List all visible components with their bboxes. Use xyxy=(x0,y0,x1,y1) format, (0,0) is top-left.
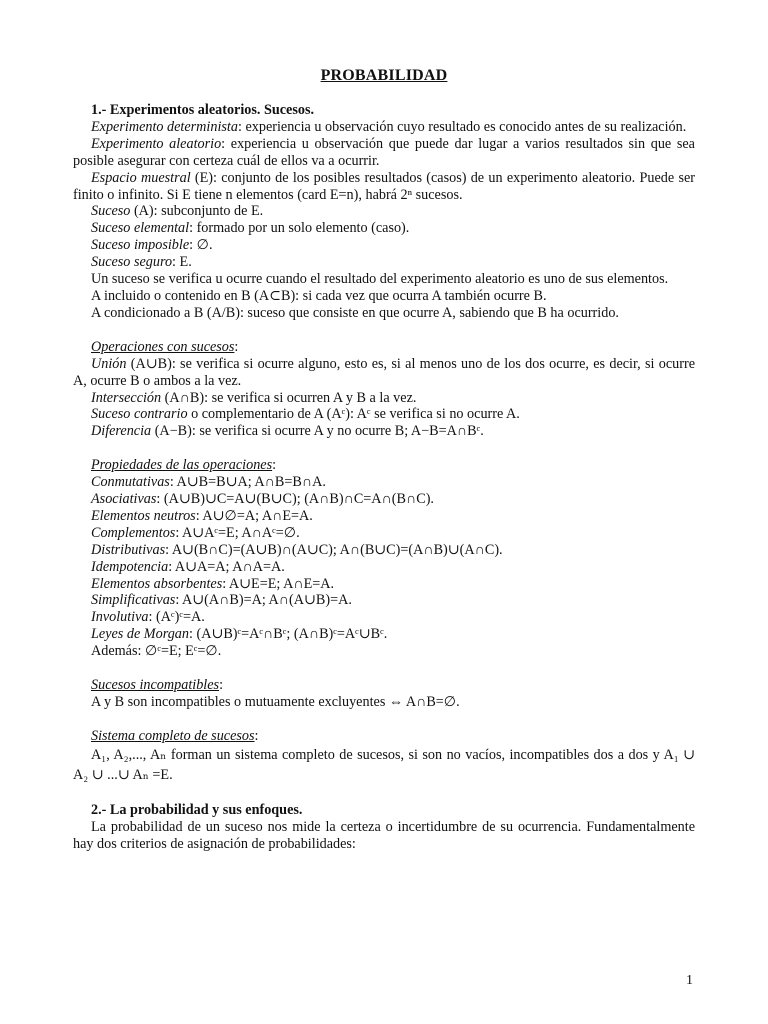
propiedad-text: : A∪B=B∪A; A∩B=B∩A. xyxy=(169,474,326,491)
operacion-line xyxy=(73,390,695,407)
definition-text: : ∅. xyxy=(189,237,213,254)
propiedad-line xyxy=(73,508,695,525)
document-body xyxy=(73,102,695,853)
propiedad-term: Conmutativas xyxy=(91,474,170,491)
operacion-term: Intersección xyxy=(91,389,162,406)
definition-term: Experimento aleatorio xyxy=(91,135,222,152)
propiedad-term: Leyes de Morgan xyxy=(91,626,189,643)
propiedad-text: : A∪(B∩C)=(A∪B)∩(A∪C); A∩(B∪C)=(A∩B)∪(A∩C). xyxy=(165,541,503,558)
propiedad-line xyxy=(73,542,695,559)
section-1-heading: 1.- Experimentos aleatorios. Sucesos. xyxy=(91,102,315,118)
propiedades-ademas: Además: ∅ᶜ=E; Eᶜ=∅. xyxy=(91,643,222,660)
propiedad-line xyxy=(73,592,695,609)
sistema-text: A₁, A₂,..., Aₙ forman un sistema completo de sucesos, si son no vacíos, incompatibles dos a dos y A₁ ∪ A₂ ∪ ...∪ Aₙ =E. xyxy=(73,746,695,783)
propiedad-text: : (Aᶜ)ᶜ=A. xyxy=(148,609,205,626)
operacion-line xyxy=(73,406,695,423)
propiedad-term: Simplificativas xyxy=(91,592,176,609)
operacion-text: (A−B): se verifica si ocurre A y no ocurre B; A−B=A∩Bᶜ. xyxy=(151,423,484,440)
definition-text: : E. xyxy=(172,254,192,271)
definition-line xyxy=(73,237,695,254)
propiedad-text: : A∪(A∩B)=A; A∩(A∪B)=A. xyxy=(175,592,352,609)
operacion-term: Unión xyxy=(91,355,127,372)
operacion-text: (A∪B): se verifica si ocurre alguno, esto es, si al menos uno de los dos ocurre, es decir, si ocurre A, ocurre B o ambos a la vez. xyxy=(73,355,695,389)
definition-term: Suceso elemental xyxy=(91,220,190,237)
definition-term: Espacio muestral xyxy=(91,169,191,186)
propiedad-line xyxy=(73,525,695,542)
operacion-line xyxy=(73,356,695,390)
propiedad-term: Elementos neutros xyxy=(91,507,196,524)
propiedad-line xyxy=(73,626,695,643)
definition-text: : experiencia u observación cuyo resultado es conocido antes de su realización. xyxy=(237,118,687,135)
sistema-heading: Sistema completo de sucesos: xyxy=(91,727,259,744)
definition-text: (E): conjunto de los posibles resultados (casos) de un experimento aleatorio. Puede ser finito o infinito. Si E tiene n elementos (card E=n), habrá 2ⁿ sucesos. xyxy=(73,169,695,203)
incompatibles-heading: Sucesos incompatibles: xyxy=(91,677,224,694)
propiedad-text: : (A∪B)ᶜ=Aᶜ∩Bᶜ; (A∩B)ᶜ=Aᶜ∪Bᶜ. xyxy=(188,626,388,643)
page-number: 1 xyxy=(686,973,693,988)
definition-line xyxy=(73,136,695,170)
definition-text: : formado por un solo elemento (caso). xyxy=(189,220,410,237)
operaciones-list xyxy=(73,356,695,441)
definition-term: Suceso seguro xyxy=(91,254,173,271)
propiedad-term: Involutiva xyxy=(91,609,149,626)
page-title: PROBABILIDAD xyxy=(320,67,448,84)
section-2-text: La probabilidad de un suceso nos mide la certeza o incertidumbre de su ocurrencia. Fundamentalmente hay dos criterios de asignación de probabilidades: xyxy=(73,818,695,852)
incompatibles-text: A y B son incompatibles o mutuamente excluyentes ⇔ A∩B=∅. xyxy=(91,694,460,710)
definition-line xyxy=(73,170,695,204)
operacion-text: (A∩B): se verifica si ocurren A y B a la vez. xyxy=(161,389,417,406)
propiedad-term: Idempotencia xyxy=(91,558,169,575)
propiedades-list xyxy=(73,474,695,643)
definition-text: : experiencia u observación que puede dar lugar a varios resultados sin que sea posible asegurar con certeza cuál de ellos va a ocurrir. xyxy=(73,135,695,169)
definition-line xyxy=(73,119,695,136)
operaciones-heading: Operaciones con sucesos: xyxy=(91,338,239,355)
propiedad-text: : A∪E=E; A∩E=A. xyxy=(222,575,335,592)
propiedad-line xyxy=(73,576,695,593)
propiedad-term: Asociativas xyxy=(91,491,157,508)
definition-verifica: Un suceso se verifica u ocurre cuando el resultado del experimento aleatorio es uno de sus elementos. xyxy=(91,271,669,288)
propiedad-term: Complementos xyxy=(91,524,176,541)
definition-term: Suceso xyxy=(91,203,131,220)
section-2-heading: 2.- La probabilidad y sus enfoques. xyxy=(91,801,303,818)
propiedad-line xyxy=(73,474,695,491)
definition-line xyxy=(73,203,695,220)
definition-term: Experimento determinista xyxy=(91,118,238,135)
operacion-text: o complementario de A (Aᶜ): Aᶜ se verifica si no ocurre A. xyxy=(187,406,520,423)
definition-incluido: A incluido o contenido en B (A⊂B): si cada vez que ocurra A también ocurre B. xyxy=(91,287,547,304)
propiedad-term: Distributivas xyxy=(91,541,166,558)
propiedad-line xyxy=(73,559,695,576)
propiedad-text: : (A∪B)∪C=A∪(B∪C); (A∩B)∩C=A∩(B∩C). xyxy=(156,491,434,508)
definition-condicionado: A condicionado a B (A/B): suceso que consiste en que ocurre A, sabiendo que B ha ocurrido. xyxy=(91,304,619,321)
propiedad-text: : A∪A=A; A∩A=A. xyxy=(168,558,285,575)
propiedad-line xyxy=(73,609,695,626)
definition-text: (A): subconjunto de E. xyxy=(130,203,264,220)
definition-line xyxy=(73,254,695,271)
operacion-term: Diferencia xyxy=(91,423,152,440)
operacion-line xyxy=(73,423,695,440)
section-1-definitions xyxy=(73,119,695,271)
propiedad-text: : A∪Aᶜ=E; A∩Aᶜ=∅. xyxy=(175,524,300,541)
definition-term: Suceso imposible xyxy=(91,237,190,254)
propiedad-term: Elementos absorbentes xyxy=(91,575,223,592)
definition-line xyxy=(73,220,695,237)
propiedad-text: : A∪∅=A; A∩E=A. xyxy=(195,507,313,524)
operacion-term: Suceso contrario xyxy=(91,406,188,423)
propiedad-line xyxy=(73,491,695,508)
propiedades-heading: Propiedades de las operaciones: xyxy=(91,457,277,474)
